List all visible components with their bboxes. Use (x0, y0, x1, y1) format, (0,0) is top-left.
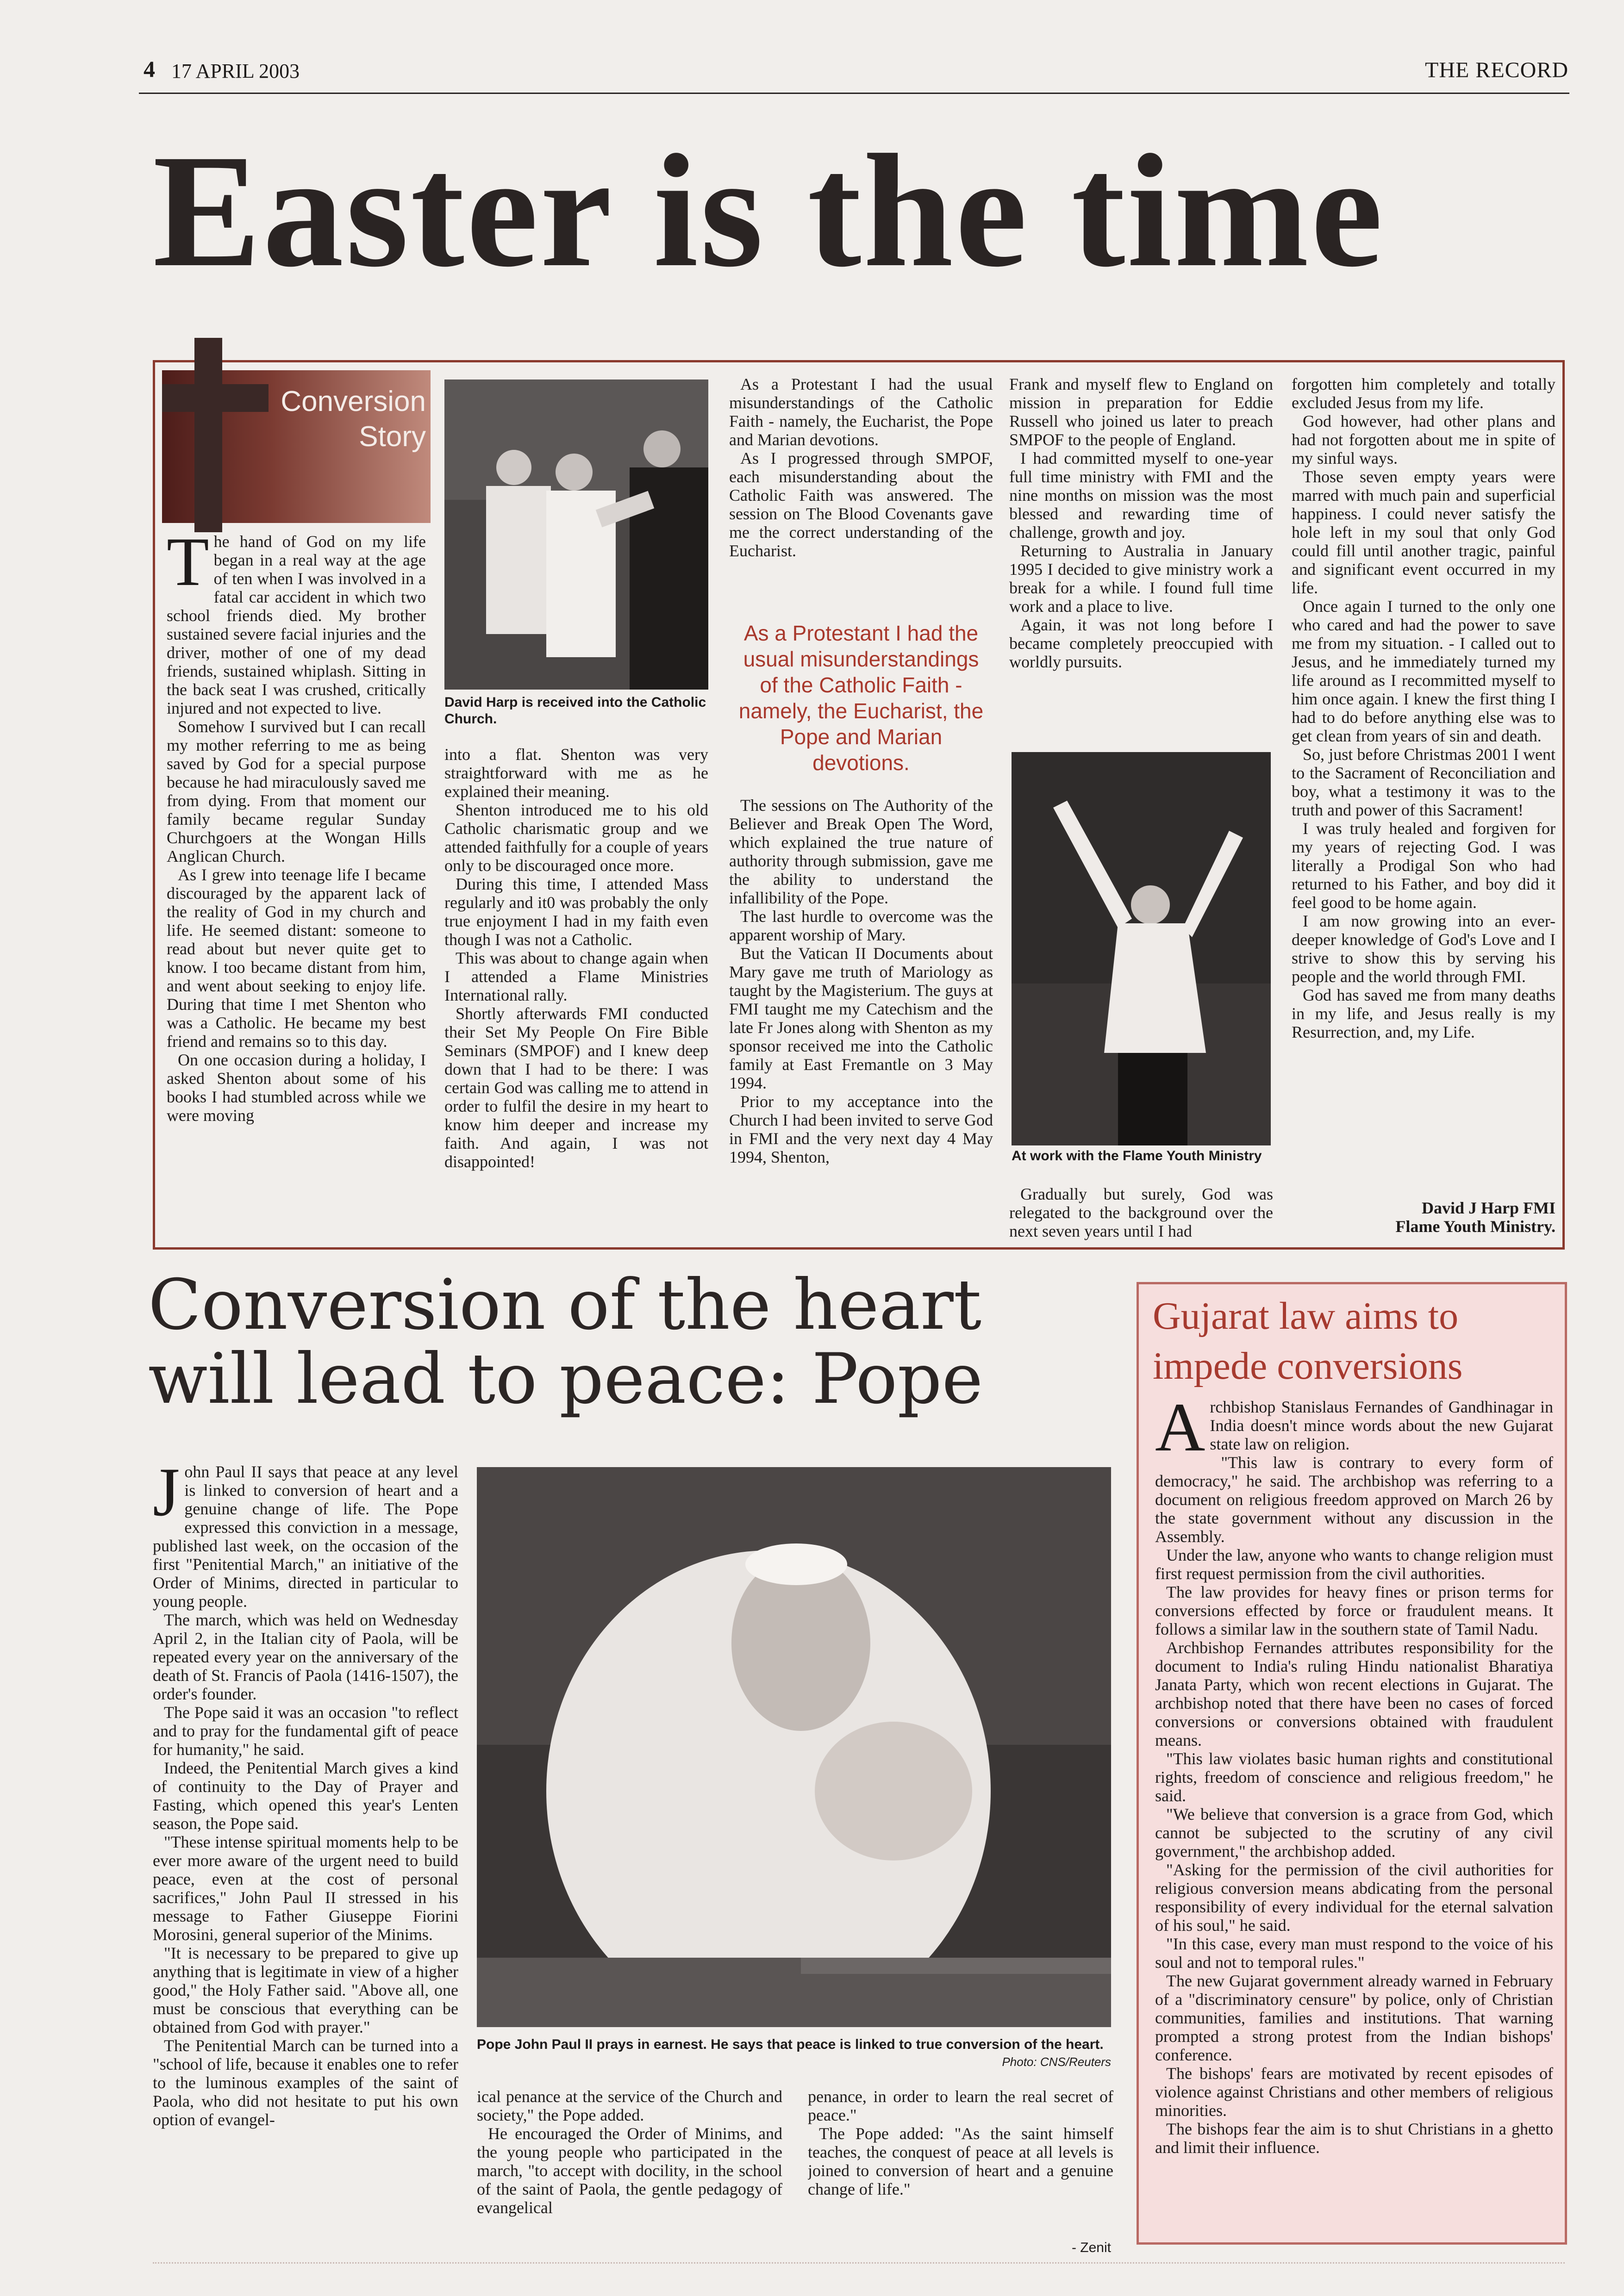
photo-youth-ministry (1012, 752, 1271, 1145)
bottom-dotted-rule (153, 2262, 1565, 2264)
pope-dropcap: J (153, 1462, 180, 1531)
photo-pope-credit: Photo: CNS/Reuters (1002, 2055, 1111, 2069)
gujarat-dropcap: A (1155, 1398, 1206, 1466)
photo-reception (444, 380, 708, 690)
page-number: 4 (144, 56, 155, 82)
dropcap: T (167, 532, 209, 600)
photo-pope-illustration (477, 1467, 1111, 2027)
photo-reception-illustration (444, 380, 708, 690)
pope-headline: Conversion of the heart will lead to peace: Pope (148, 1265, 983, 1419)
gujarat-column: Archbishop Stanislaus Fernandes of Gandhinagar in India doesn't mince words about the new Gujarat state law on religion. "This law is contrary to every form of democracy," he said. The archbishop was referring to a document on religious freedom approved on March 26 by the state government without any discussion in the Assembly. Under the law, anyone who wants to change religion must first request permission from the civil authorities. The law provides for heavy fines or prison terms for conversions effected by force or fraudulent means. It follows a similar law in the southern state of Tamil Nadu. Archbishop Fernandes attributes responsibility for the document to India's ruling Hindu nationalist Bharatiya Janata Party, which won recent elections in Gujarat. The archbishop noted that there have been no cases of forced conversions or conversions obtained with fraudulent means. "This law violates basic human rights and constitutional rights, freedom of conscience and religious freedom," he said. "We believe that conversion is a grace from God, which cannot be subjected to the scrutiny of any civil government," the archbishop added. "Asking for the permission of the civil authorities for religious conversion means abdicating from the personal responsibility of every individual for the eternal salvation of his soul," he said. "In this case, every man must respond to the voice of his soul and not to temporal rules." The new Gujarat government already warned in February of a "discriminatory censure" by police, only of Christian communities, families and institutions. That warning prompted a strong protest from the Indian bishops' conference. The bishops' fears are motivated by recent episodes of violence against Christians and other members of religious minorities. The bishops fear the aim is to shut Christians in a ghetto and limit their influence. (1155, 1398, 1553, 2157)
pull-quote: As a Protestant I had the usual misunderstandings of the Catholic Faith - namely, the Eucharist, the Pope and Marian devotions. (738, 621, 984, 775)
photo-reception-caption: David Harp is received into the Catholic Church. (444, 695, 706, 727)
pope-column-2: ical penance at the service of the Church and society," the Pope added. He encouraged the Order of Minims, and the young people who participated in the march, "to accept with docility, in the school of the saint of Paola, the gentle pedagogy of evangelical (477, 2087, 782, 2217)
author-signature: David J Harp FMI Flame Youth Ministry. (1395, 1199, 1555, 1236)
issue-date: 17 APRIL 2003 (171, 60, 300, 82)
story-column-4-cont: Gradually but surely, God was relegated to the background over the next seven years until I had (1009, 1185, 1273, 1240)
story-column-3-cont: The sessions on The Authority of the Believer and Break Open The Word, which explained the true nature of authority through submission, gave me the ability to understand the infallibility of the Pope. The last hurdle to overcome was the apparent worship of Mary. But the Vatican II Documents about Mary gave me truth of Mariology as taught by the Magisterium. The guys at FMI taught me my Catechism and the late Fr Jones along with Shenton as my sponsor received me into the Catholic family at East Fremantle on 3 May 1994. Prior to my acceptance into the Church I had been invited to serve God in FMI and the very next day 4 May 1994, Shenton, (729, 796, 993, 1166)
pope-source: - Zenit (1071, 2240, 1111, 2255)
main-headline: Easter is the time (153, 121, 1385, 300)
story-column-2: into a flat. Shenton was very straightforward with me as he explained their meaning. Shenton introduced me to his old Catholic charismatic group and we attended faithfully for a couple of years only to be discouraged once more. During this time, I attended Mass regularly and it0 was probably the only true enjoyment I had in my faith even though I was not a Catholic. This was about to change again when I attended a Flame Ministries International rally. Shortly afterwards FMI conducted their Set My People On Fire Bible Seminars (SMPOF) and I knew deep down that I had to be there: I was certain God was calling me to attend in order to fulfil the desire in my heart to know him deeper and increase my faith. And again, I was not disappointed! (444, 745, 708, 1171)
pope-column-3: penance, in order to learn the real secret of peace." The Pope added: "As the saint himself teaches, the conquest of peace at all levels is joined to conversion of heart and a genuine change of life." (808, 2087, 1113, 2198)
story-column-4: Frank and myself flew to England on mission in preparation for Eddie Russell who joined us later to preach SMPOF to the people of England. I had committed myself to one-year full time ministry with FMI and the nine months on mission was the most blessed and rewarding time of challenge, growth and joy. Returning to Australia in January 1995 I decided to give ministry work a break for a while. I found full time work and a place to live. Again, it was not long before I became completely preoccupied with worldly pursuits. (1009, 375, 1273, 671)
publication-name: THE RECORD (1425, 58, 1568, 82)
gujarat-title: Gujarat law aims to impede conversions (1153, 1294, 1463, 1388)
story-column-3: As a Protestant I had the usual misunderstandings of the Catholic Faith - namely, the Eucharist, the Pope and Marian devotions. As I progressed through SMPOF, each misunderstanding about the Catholic Faith was answered. The session on The Blood Covenants gave me the correct understanding of the Eucharist. (729, 375, 993, 560)
header-rule (139, 93, 1569, 94)
photo-youth-ministry-illustration (1012, 752, 1271, 1145)
story-column-5: forgotten him completely and totally excluded Jesus from my life. God however, had other plans and had not forgotten about me in spite of my sinful ways. Those seven empty years were marred with much pain and superficial happiness. I could never satisfy the hole left in my soul that only God could fill until another tragic, painful and significant event occurred in my life. Once again I turned to the only one who cared and had the power to save me from my situation. - I called out to Jesus, and he immediately turned my life around as I recommitted myself to him once again. I knew the first thing I had to do before anything else was to get clean from years of sin and death. So, just before Christmas 2001 I went to the Sacrament of Reconciliation and boy, what a testimony it was to the truth and power of this Sacrament! I was truly healed and forgiven for my years of rejecting God. I was literally a Prodigal Son who had returned to his Father, and boy did it feel good to be home again. I am now growing into an ever-deeper knowledge of God's Love and I strive to show this by serving his people and the world through FMI. God has saved me from many deaths in my life, and Jesus really is my Resurrection, and, my Life. (1292, 375, 1555, 1041)
photo-pope-caption: Pope John Paul II prays in earnest. He says that peace is linked to true conversion of the heart. (477, 2037, 1104, 2052)
photo-youth-ministry-caption: At work with the Flame Youth Ministry (1012, 1148, 1262, 1164)
photo-pope-praying (477, 1467, 1111, 2027)
conversion-story-label: Conversion Story (281, 386, 426, 453)
pope-column-1: John Paul II says that peace at any level is linked to conversion of heart and a genuine change of life. The Pope expressed this conviction in a message, published last week, on the occasion of the first "Penitential March," an initiative of the Order of Minims, directed in particular to young people. The march, which was held on Wednesday April 2, in the Italian city of Paola, will be repeated every year on the anniversary of the death of St. Francis of Paola (1416-1507), the order's founder. The Pope said it was an occasion "to reflect and to pray for the fundamental gift of peace for humanity," he said. Indeed, the Penitential March gives a kind of continuity to the Day of Prayer and Fasting, which opened this year's Lenten season, the Pope said. "These intense spiritual moments help to be ever more aware of the urgent need to build peace, even at the cost of personal sacrifices," John Paul II stressed in his message to Father Giuseppe Fiorini Morosini, general superior of the Minims. "It is necessary to be prepared to give up anything that is legitimate in view of a higher good," the Holy Father said. "Above all, one must be conscious that everything can be obtained from God with prayer." The Penitential March can be turned into a "school of life, because it enables one to refer to the luminous examples of the saint of Paola, who did not hesitate to put his own option of evangel- (153, 1462, 458, 2129)
cross-icon (194, 338, 222, 532)
story-column-1: The hand of God on my life began in a real way at the age of ten when I was involved in a fatal car accident in which two school friends died. My brother sustained severe facial injuries and the driver, mother of one of my dead friends, sustained whiplash. Sitting in the back seat I was crushed, critically injured and not expected to live. Somehow I survived but I can recall my mother referring to me as being saved by God for a special purpose because he had miraculously saved me from dying. From that moment our family became regular Sunday Churchgoers at the Wongan Hills Anglican Church. As I grew into teenage life I became discouraged by the apparent lack of the reality of God in my church and life. He seemed distant: someone to read about but never quite get to know. I too became distant from him, and went about seeking to enjoy life. During that time I met Shenton who was a Catholic. He became my best friend and remains so to this day. On one occasion during a holiday, I asked Shenton about some of his books I had stumbled across while we were moving (167, 532, 426, 1125)
